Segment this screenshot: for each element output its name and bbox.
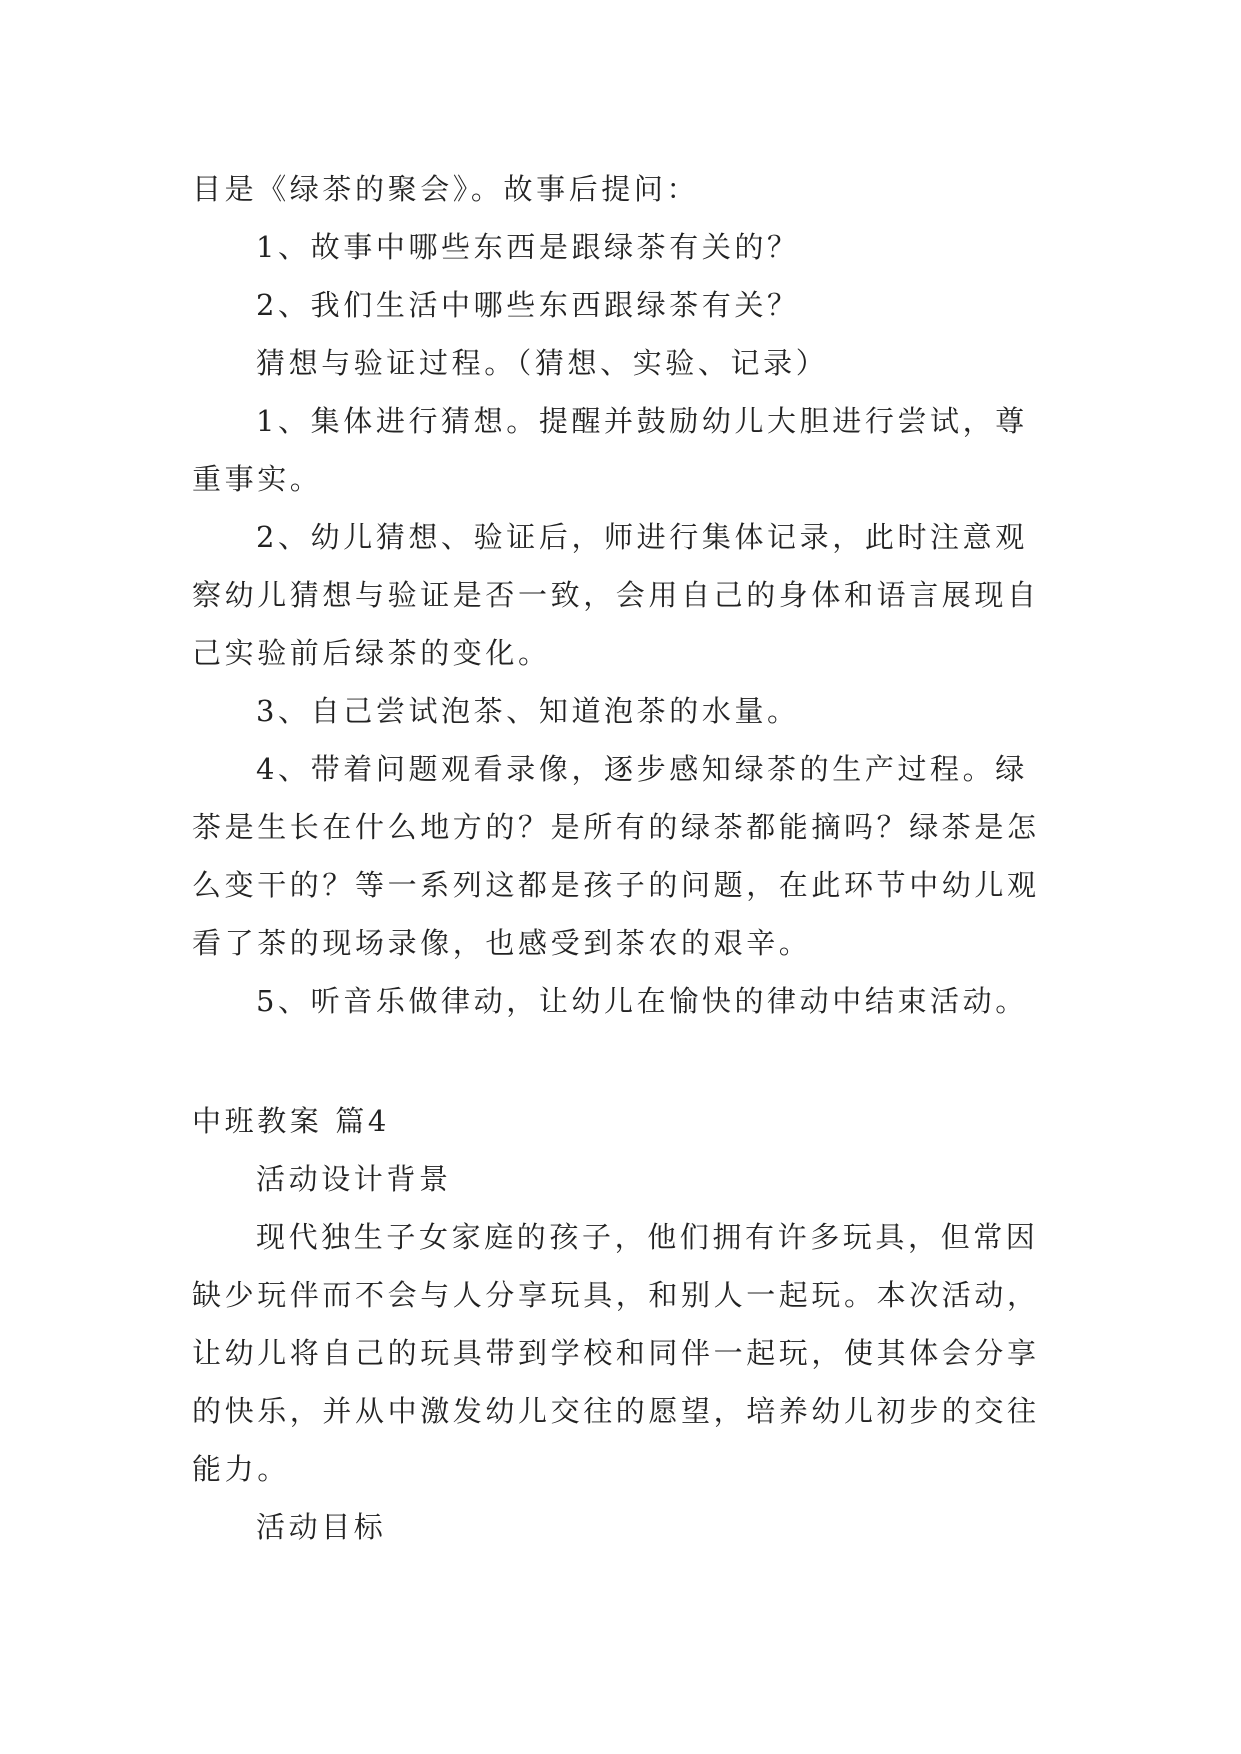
section-heading: 中班教案 篇4 <box>192 1104 390 1138</box>
process-step-2: 2、幼儿猜想、验证后，师进行集体记录，此时注意观察幼儿猜想与验证是否一致，会用自己的身体和语言展现自己实验前后绿茶的变化。 <box>192 520 1040 670</box>
process-heading: 猜想与验证过程。（猜想、实验、记录） <box>256 346 829 380</box>
question-2: 2、我们生活中哪些东西跟绿茶有关？ <box>256 288 800 322</box>
process-step-3: 3、自己尝试泡茶、知道泡茶的水量。 <box>256 694 800 728</box>
lesson-section-green-tea <box>192 160 1054 1030</box>
story-title-line: 目是《绿茶的聚会》。故事后提问： <box>192 172 700 206</box>
lesson-section-4 <box>192 1092 1054 1556</box>
process-step-5: 5、听音乐做律动，让幼儿在愉快的律动中结束活动。 <box>256 984 1028 1018</box>
question-1: 1、故事中哪些东西是跟绿茶有关的？ <box>256 230 800 264</box>
process-step-4: 4、带着问题观看录像，逐步感知绿茶的生产过程。绿茶是生长在什么地方的？是所有的绿茶都能摘吗？绿茶是怎么变干的？等一系列这都是孩子的问题，在此环节中幼儿观看了茶的现场录像，也感受到茶农的艰辛。 <box>192 752 1040 960</box>
goals-subheading: 活动目标 <box>256 1510 387 1544</box>
background-subheading: 活动设计背景 <box>256 1162 452 1196</box>
background-paragraph: 现代独生子女家庭的孩子，他们拥有许多玩具，但常因缺少玩伴而不会与人分享玩具，和别人一起玩。本次活动，让幼儿将自己的玩具带到学校和同伴一起玩，使其体会分享的快乐，并从中激发幼儿交往的愿望，培养幼儿初步的交往能力。 <box>192 1220 1040 1486</box>
process-step-1: 1、集体进行猜想。提醒并鼓励幼儿大胆进行尝试，尊重事实。 <box>192 404 1028 496</box>
